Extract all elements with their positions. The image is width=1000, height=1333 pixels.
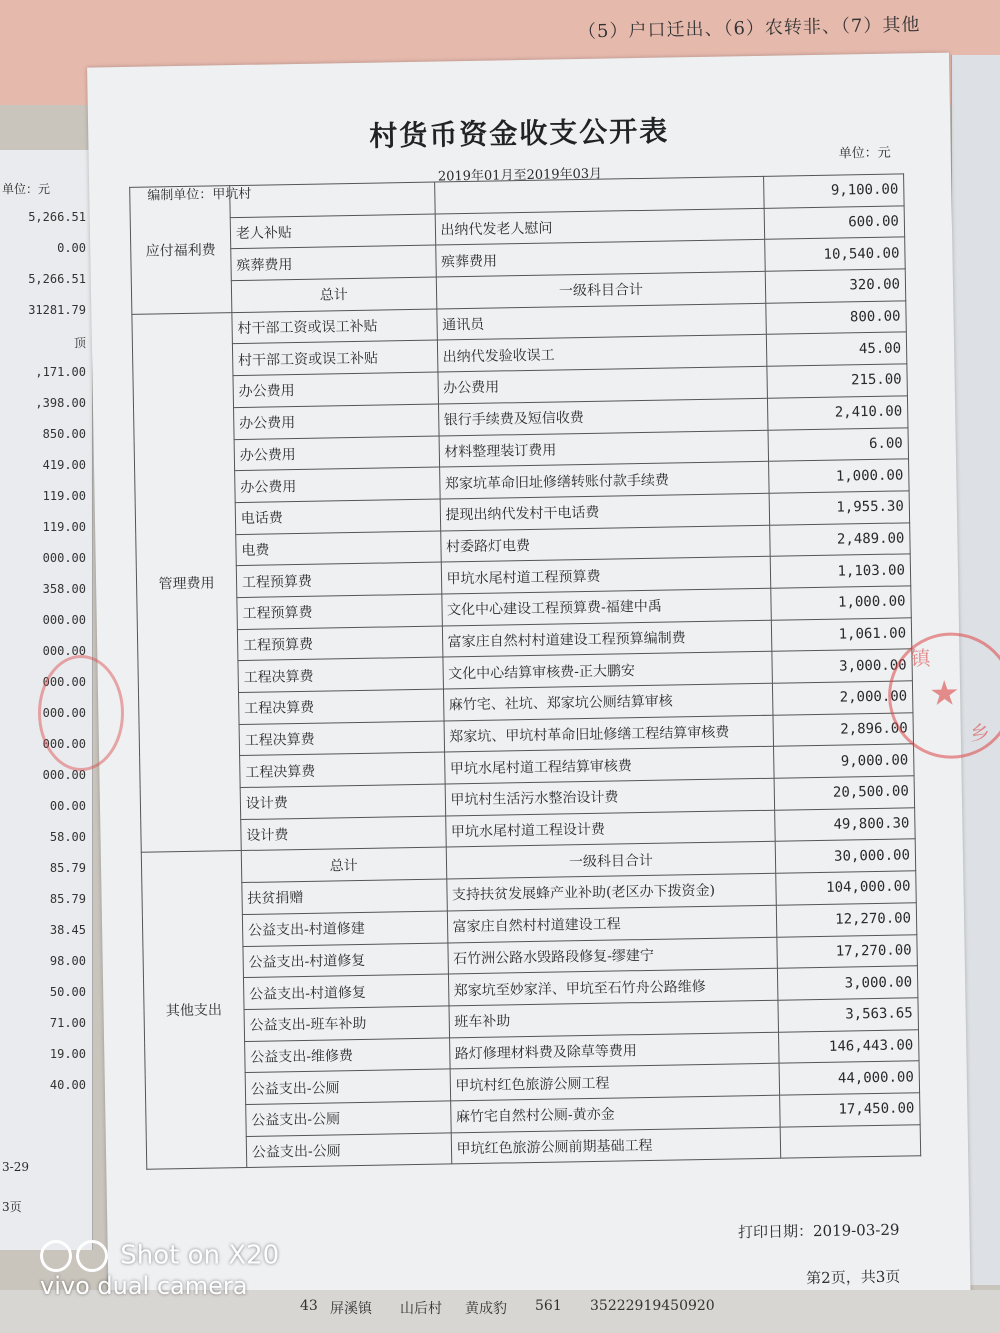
watermark-line2: vivo dual camera <box>40 1272 248 1300</box>
strip-cell: 43 <box>300 1298 318 1314</box>
description-cell: 文化中心建设工程预算费-福建中禹 <box>441 588 771 625</box>
left-sheet-value: 000.00 <box>42 551 86 565</box>
amount-cell: 6.00 <box>768 427 908 461</box>
description-cell: 村委路灯电费 <box>440 525 770 562</box>
left-sheet-value: 98.00 <box>49 954 86 968</box>
left-sheet-value: 0.00 <box>57 241 86 255</box>
description-cell: 班车补助 <box>449 1000 779 1037</box>
left-sheet-value: 000.00 <box>42 768 86 782</box>
left-sheet-value: 31281.79 <box>28 303 86 317</box>
amount-cell: 1,061.00 <box>772 617 912 651</box>
item-cell: 总计 <box>241 847 446 882</box>
amount-cell: 3,000.00 <box>778 966 918 1000</box>
left-sheet-value: 50.00 <box>49 985 86 999</box>
left-sheet-value: 58.00 <box>49 830 86 844</box>
unit-label: 单位：元 <box>838 145 891 162</box>
amount-cell: 10,540.00 <box>765 237 905 271</box>
amount-cell: 2,410.00 <box>768 396 908 430</box>
left-sheet-value: 38.45 <box>49 923 86 937</box>
left-sheet-value: 顶 <box>73 336 86 350</box>
red-seal-left <box>38 655 124 771</box>
description-cell: 甲坑红色旅游公厕前期基础工程 <box>451 1127 781 1164</box>
amount-cell: 9,000.00 <box>774 744 914 778</box>
item-cell: 殡葬费用 <box>231 245 436 280</box>
item-cell: 设计费 <box>240 784 445 819</box>
page-number: 第2页，共3页 <box>806 1267 901 1288</box>
left-sheet-value: 000.00 <box>42 737 86 751</box>
description-cell: 出纳代发老人慰问 <box>435 208 765 245</box>
description-cell: 通讯员 <box>436 303 766 340</box>
description-cell: 殡葬费用 <box>435 240 765 277</box>
amount-cell: 45.00 <box>767 332 907 366</box>
description-cell: 甲坑水尾村道工程结算审核费 <box>444 747 774 784</box>
amount-cell: 2,489.00 <box>770 522 910 556</box>
left-sheet-foot: 3页 <box>2 1200 22 1214</box>
amount-cell: 12,270.00 <box>777 903 917 937</box>
left-sheet-value: 000.00 <box>42 644 86 658</box>
item-cell: 公益支出-村道修复 <box>243 942 448 977</box>
strip-cell: 561 <box>535 1298 562 1314</box>
item-cell: 老人补贴 <box>230 214 435 249</box>
description-cell: 一级科目合计 <box>446 842 776 879</box>
item-cell: 办公费用 <box>234 436 439 471</box>
item-cell: 工程预算费 <box>236 562 441 597</box>
camera-lens-icon <box>40 1240 72 1272</box>
item-cell: 设计费 <box>241 816 446 851</box>
description-cell: 麻竹宅、社坑、郑家坑公厕结算审核 <box>443 683 773 720</box>
item-cell: 公益支出-维修费 <box>244 1038 449 1073</box>
camera-watermark <box>40 1240 279 1300</box>
watermark-line1: Shot on X20 <box>120 1240 280 1271</box>
left-sheet-value: 000.00 <box>42 706 86 720</box>
item-cell: 公益支出-公厕 <box>246 1133 451 1168</box>
description-cell: 提现出纳代发村干电话费 <box>440 493 770 530</box>
left-sheet-value: 40.00 <box>49 1078 86 1092</box>
amount-cell: 800.00 <box>766 301 906 335</box>
amount-cell: 1,955.30 <box>769 491 909 525</box>
left-sheet-value: 85.79 <box>49 861 86 875</box>
amount-cell: 1,000.00 <box>769 459 909 493</box>
strip-cell: 35222919450920 <box>590 1298 715 1314</box>
left-sheet-value: 000.00 <box>42 675 86 689</box>
category-cell: 应付福利费 <box>130 186 232 314</box>
description-cell: 材料整理装订费用 <box>439 430 769 467</box>
item-cell: 公益支出-公厕 <box>245 1069 450 1104</box>
item-cell: 村干部工资或误工补贴 <box>232 309 437 344</box>
item-cell: 电话费 <box>235 499 440 534</box>
left-sheet-unit: 单位：元 <box>2 182 51 196</box>
star-icon: ★ <box>928 673 960 715</box>
description-cell: 一级科目合计 <box>436 271 766 308</box>
description-cell: 甲坑村红色旅游公厕工程 <box>450 1063 780 1100</box>
description-cell: 路灯修理材料费及除草等费用 <box>449 1032 779 1069</box>
description-cell: 郑家坑革命旧址修缮转账付款手续费 <box>439 461 769 498</box>
left-sheet-value: 5,266.51 <box>28 210 86 224</box>
item-cell: 工程决算费 <box>238 689 443 724</box>
description-cell: 甲坑水尾村道工程设计费 <box>445 810 775 847</box>
item-cell: 工程决算费 <box>239 721 444 756</box>
left-sheet-value: 119.00 <box>42 520 86 534</box>
category-cell: 其他支出 <box>141 851 246 1170</box>
description-cell: 郑家坑、甲坑村革命旧址修缮工程结算审核费 <box>444 715 774 752</box>
item-cell: 办公费用 <box>233 404 438 439</box>
left-sheet-foot: 3-29 <box>2 1160 29 1174</box>
item-cell: 办公费用 <box>235 467 440 502</box>
amount-cell <box>780 1124 920 1158</box>
amount-cell: 17,270.00 <box>777 934 917 968</box>
org-label: 编制单位：甲坑村 <box>147 186 252 204</box>
description-cell: 富家庄自然村村道建设工程 <box>447 905 777 942</box>
left-sheet-value: ,171.00 <box>35 365 86 379</box>
left-sheet-value: ,398.00 <box>35 396 86 410</box>
item-cell: 办公费用 <box>233 372 438 407</box>
left-sheet-value: 358.00 <box>42 582 86 596</box>
left-sheet-value: 19.00 <box>49 1047 86 1061</box>
amount-cell: 49,800.30 <box>775 808 915 842</box>
amount-cell: 3,563.65 <box>778 998 918 1032</box>
item-cell: 工程预算费 <box>237 626 442 661</box>
left-sheet-value: 000.00 <box>42 613 86 627</box>
description-cell: 富家庄自然村村道建设工程预算编制费 <box>442 620 772 657</box>
item-cell: 公益支出-班车补助 <box>244 1006 449 1041</box>
strip-cell: 山后村 <box>400 1301 442 1317</box>
amount-cell: 44,000.00 <box>779 1061 919 1095</box>
description-cell: 支持扶贫发展蜂产业补助(老区办下拨资金) <box>446 873 776 910</box>
item-cell: 扶贫捐赠 <box>242 879 447 914</box>
seal-text: 镇 <box>910 645 931 671</box>
left-sheet-value: 850.00 <box>42 427 86 441</box>
amount-cell: 104,000.00 <box>776 871 916 905</box>
left-sheet-value: 85.79 <box>49 892 86 906</box>
financial-disclosure-sheet <box>87 53 991 1328</box>
seal-text: 乡 <box>969 720 991 746</box>
amount-cell: 2,896.00 <box>773 712 913 746</box>
description-cell: 出纳代发验收误工 <box>437 335 767 372</box>
amount-cell: 320.00 <box>765 269 905 303</box>
description-cell: 石竹洲公路水毁路段修复-缪建宁 <box>447 937 777 974</box>
item-cell: 村干部工资或误工补贴 <box>232 340 437 375</box>
description-cell: 文化中心结算审核费-正大鹏安 <box>442 652 772 689</box>
description-cell: 甲坑村生活污水整治设计费 <box>445 778 775 815</box>
item-cell: 公益支出-村道修建 <box>242 911 447 946</box>
print-date: 打印日期：2019-03-29 <box>737 1220 900 1242</box>
description-cell: 郑家坑至妙家洋、甲坑至石竹舟公路维修 <box>448 968 778 1005</box>
item-cell <box>230 182 435 217</box>
amount-cell: 600.00 <box>764 206 904 240</box>
description-cell: 甲坑水尾村道工程预算费 <box>441 557 771 594</box>
top-note: （5）户口迁出、（6）农转非、（7）其他 <box>577 14 921 43</box>
item-cell: 公益支出-村道修复 <box>243 974 448 1009</box>
item-cell: 公益支出-公厕 <box>246 1101 451 1136</box>
description-cell: 银行手续费及短信收费 <box>438 398 768 435</box>
amount-cell: 20,500.00 <box>774 776 914 810</box>
ledger-table <box>129 173 921 1170</box>
amount-cell: 215.00 <box>767 364 907 398</box>
strip-cell: 黄成豹 <box>465 1301 507 1317</box>
amount-cell: 1,000.00 <box>771 586 911 620</box>
amount-cell: 2,000.00 <box>773 681 913 715</box>
category-cell: 管理费用 <box>132 312 241 852</box>
amount-cell: 1,103.00 <box>770 554 910 588</box>
left-sheet-value: 119.00 <box>42 489 86 503</box>
left-sheet-value: 5,266.51 <box>28 272 86 286</box>
amount-cell: 30,000.00 <box>775 839 915 873</box>
description-cell: 办公费用 <box>437 366 767 403</box>
left-sheet-value: 00.00 <box>49 799 86 813</box>
left-sheet-value: 71.00 <box>49 1016 86 1030</box>
item-cell: 工程决算费 <box>239 752 444 787</box>
item-cell: 工程决算费 <box>238 657 443 692</box>
item-cell: 总计 <box>231 277 436 312</box>
strip-cell: 屏溪镇 <box>330 1301 372 1317</box>
document-title: 村货币资金收支公开表 <box>369 114 670 153</box>
period: 2019年01月至2019年03月 <box>437 166 603 185</box>
amount-cell: 9,100.00 <box>764 174 904 208</box>
camera-lens-icon <box>76 1240 108 1272</box>
left-sheet-value: 419.00 <box>42 458 86 472</box>
item-cell: 工程预算费 <box>237 594 442 629</box>
amount-cell: 146,443.00 <box>779 1029 919 1063</box>
amount-cell: 3,000.00 <box>772 649 912 683</box>
item-cell: 电费 <box>236 531 441 566</box>
amount-cell: 17,450.00 <box>780 1093 920 1127</box>
description-cell: 麻竹宅自然村公厕-黄亦金 <box>450 1095 780 1132</box>
